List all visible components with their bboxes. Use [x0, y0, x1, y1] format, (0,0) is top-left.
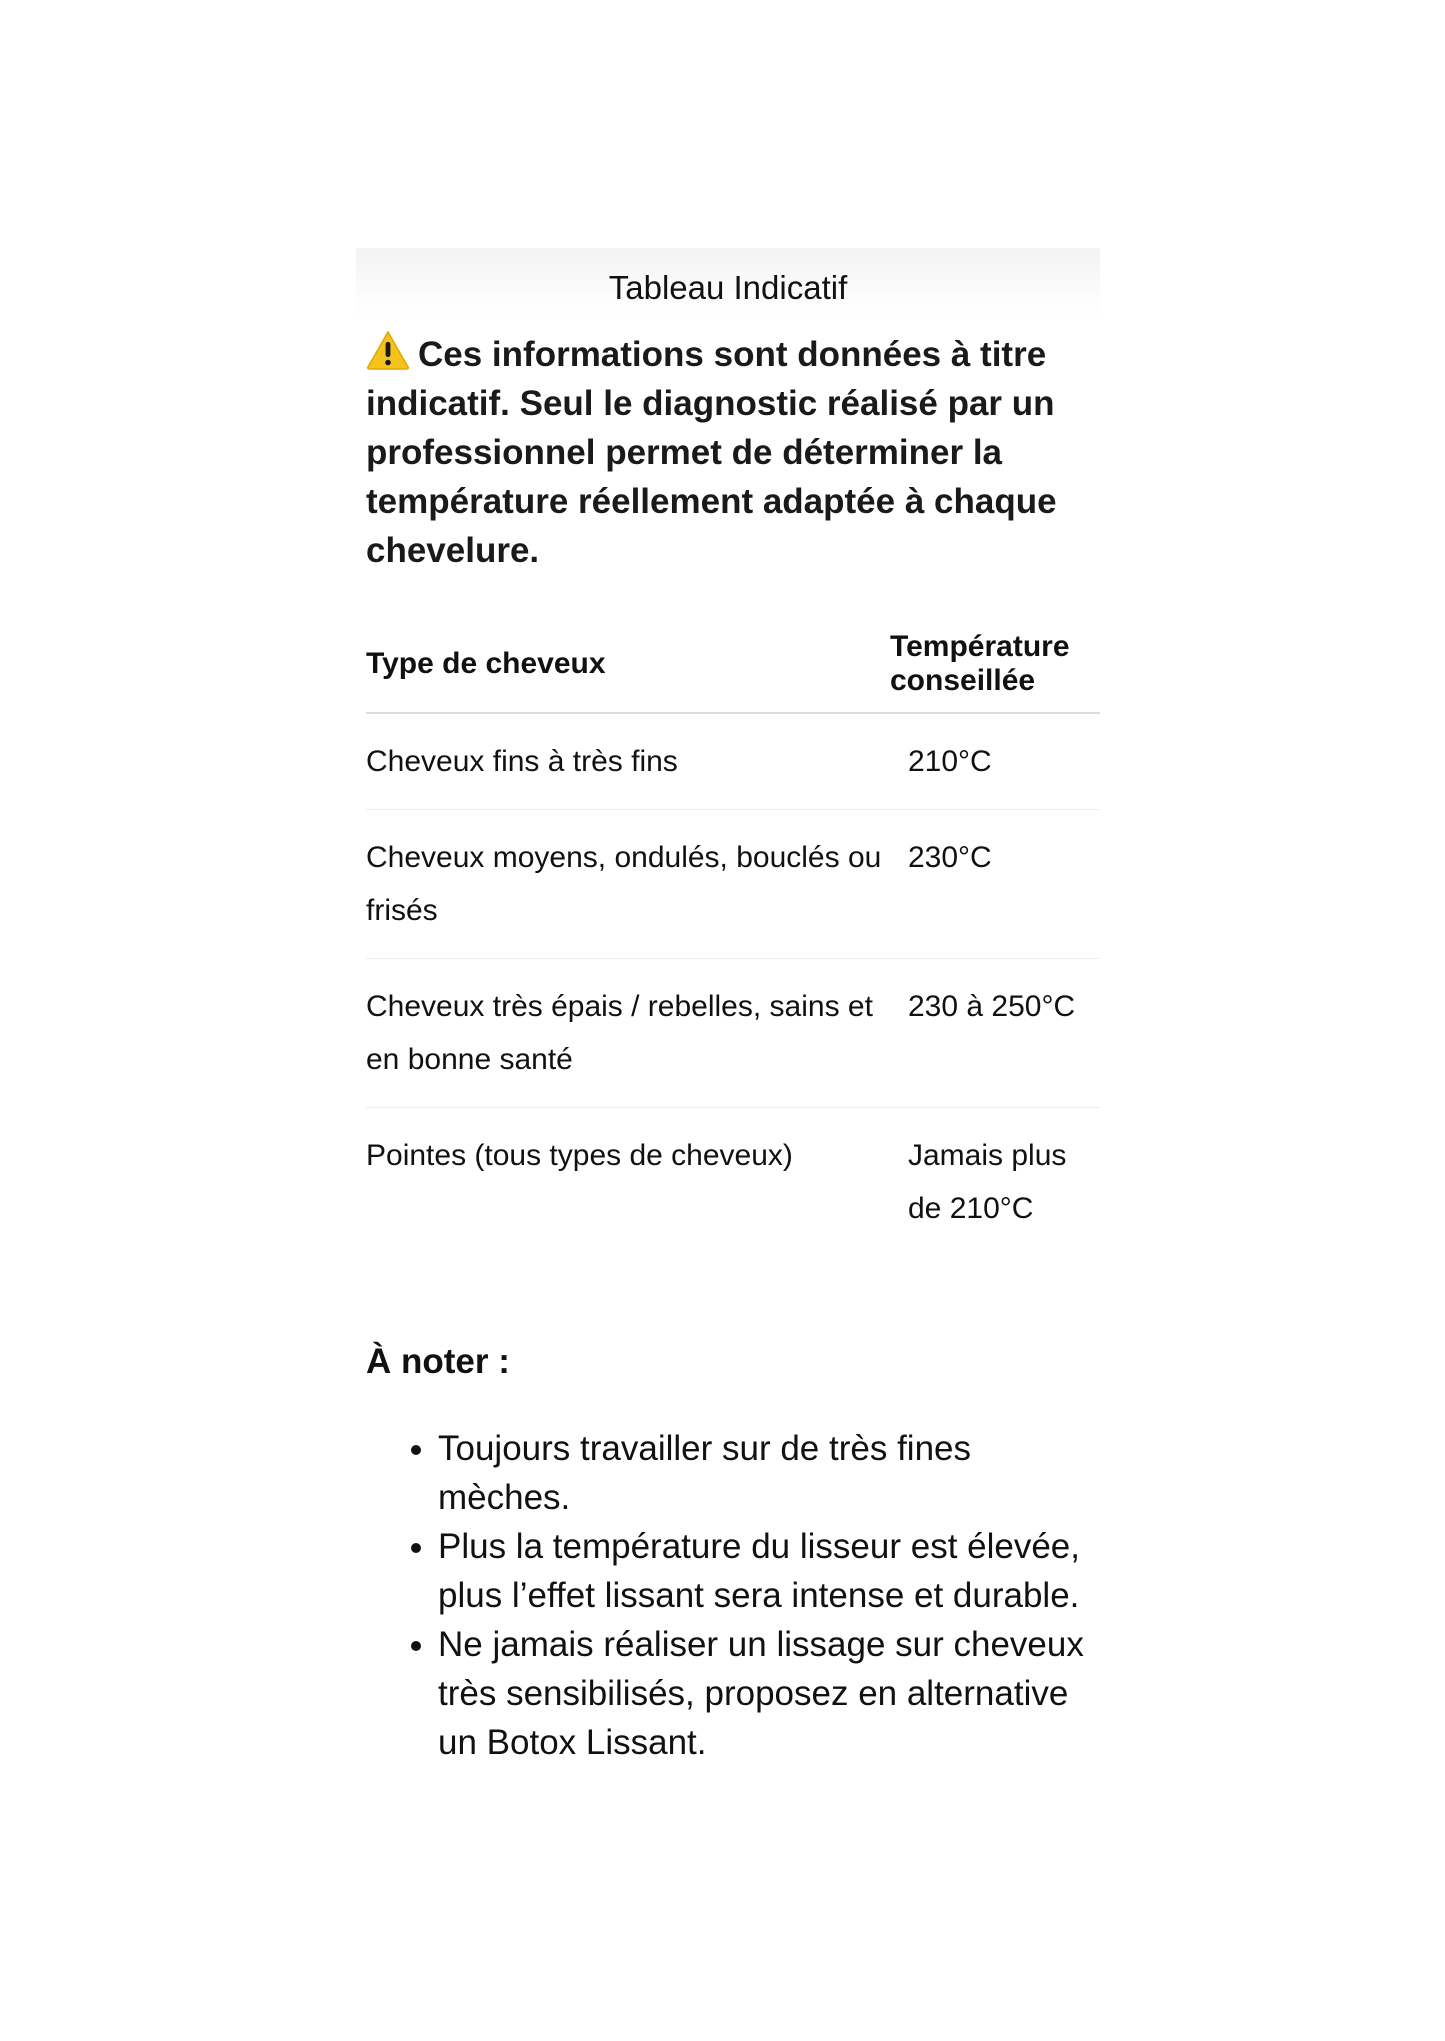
- notes-list: [356, 1424, 1100, 1767]
- temperature-cell: 230°C: [890, 810, 1100, 959]
- temperature-cell: 230 à 250°C: [890, 959, 1100, 1108]
- header-temperature: Température conseillée: [890, 620, 1100, 713]
- temperature-cell: 210°C: [890, 713, 1100, 810]
- hair-type-cell: Cheveux fins à très fins: [366, 713, 890, 810]
- header-hair-type: Type de cheveux: [366, 620, 890, 713]
- warning-text: Ces informations sont données à titre indicatif. Seul le diagnostic réalisé par un professionnel permet de déterminer la température réellement adaptée à chaque chevelure.: [366, 335, 1057, 570]
- table-header-row: [366, 620, 1100, 713]
- hair-type-cell: Cheveux moyens, ondulés, bouclés ou frisés: [366, 810, 890, 959]
- table-row: [366, 713, 1100, 810]
- notes-heading: À noter :: [366, 1342, 510, 1381]
- hair-type-cell: Cheveux très épais / rebelles, sains et en bonne santé: [366, 959, 890, 1108]
- hair-type-cell: Pointes (tous types de cheveux): [366, 1139, 793, 1172]
- temperature-table: [366, 620, 1100, 1256]
- list-item: • Ne jamais réaliser un lissage sur cheveux très sensibilisés, proposez en alternative un Botox Lissant.: [438, 1620, 1100, 1767]
- document: [356, 248, 1100, 1767]
- warning-icon: [366, 330, 410, 370]
- page-title: Tableau Indicatif: [356, 248, 1100, 318]
- list-item: • Plus la température du lisseur est élevée, plus l’effet lissant sera intense et durable.: [438, 1522, 1100, 1620]
- list-item: • Toujours travailler sur de très fines mèches.: [438, 1424, 1100, 1522]
- warning-notice: [366, 330, 1100, 575]
- table-row: [366, 959, 1100, 1108]
- temperature-cell: Jamais plus de 210°C: [908, 1139, 1067, 1225]
- table-row: [366, 810, 1100, 959]
- table-row: [366, 1108, 1100, 1257]
